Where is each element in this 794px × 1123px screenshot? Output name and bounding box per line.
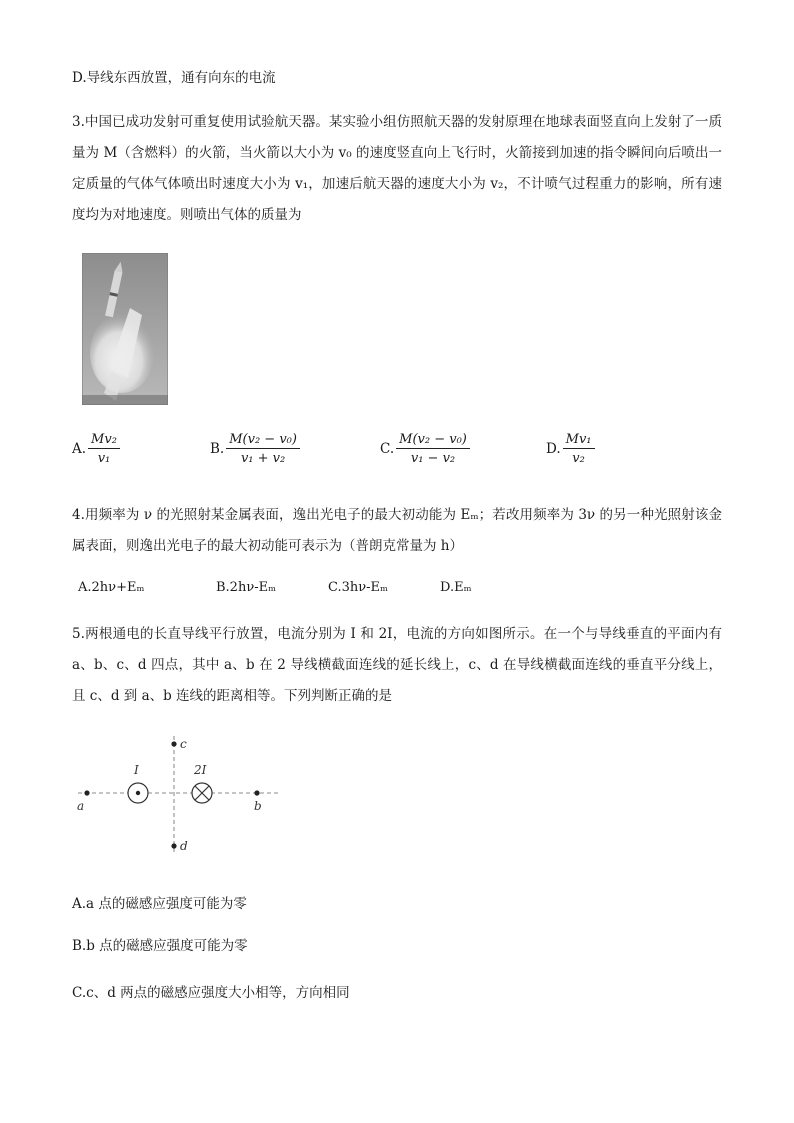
- q3-option-a: [72, 432, 120, 466]
- point-c: [171, 741, 176, 746]
- question-4-text: 4.用频率为 ν 的光照射某金属表面，逸出光电子的最大初动能为 Eₘ；若改用频率为 3ν 的另一种光照射该金属表面，则逸出光电子的最大初动能可表示为（普朗克常量为 h）: [72, 507, 722, 554]
- label-b: b: [254, 799, 262, 813]
- fraction-denominator: v₁ − v₂: [410, 451, 456, 466]
- q3-option-b: [210, 432, 300, 466]
- question-3-text: 3.中国已成功发射可重复使用试验航天器。某实验小组仿照航天器的发射原理在地球表面竖直向上发射了一质量为 M（含燃料）的火箭，当火箭以大小为 v₀ 的速度竖直向上飞行时，火箭接到加速的指令瞬间向后喷出一定质量的气体气体喷出时速度大小为 v₁，加速后航天器的速度大小为 v₂，不计喷气过程重力的影响，所有速度均为对地速度。则喷出气体的质量为: [72, 114, 722, 223]
- q3-option-letter: A.: [72, 441, 87, 457]
- q4-option-c: C.3hν-Eₘ: [328, 580, 389, 595]
- wire-cross-section-diagram: [72, 728, 282, 868]
- q4-option-a: A.2hν+Eₘ: [78, 580, 145, 595]
- label-d: d: [180, 839, 188, 853]
- fraction-numerator: Mv₂: [88, 432, 120, 449]
- fraction: [563, 432, 595, 466]
- label-c: c: [180, 737, 187, 751]
- point-b: [254, 790, 259, 795]
- fraction-numerator: Mv₁: [563, 432, 595, 449]
- q4-option-d: D.Eₘ: [440, 580, 472, 595]
- fraction-numerator: M(v₂ − v₀): [226, 432, 300, 449]
- label-a: a: [77, 799, 85, 813]
- q5-option-c: C.c、d 两点的磁感应强度大小相等，方向相同: [72, 985, 350, 1001]
- rocket-launch-photo: [82, 253, 168, 405]
- option-d-previous-question: D.导线东西放置，通有向东的电流: [72, 70, 276, 86]
- q3-option-letter: C.: [380, 441, 395, 457]
- question-5-text: 5.两根通电的长直导线平行放置，电流分别为 I 和 2I，电流的方向如图所示。在一个与导线垂直的平面内有 a、b、c、d 四点，其中 a、b 在 2 导线横截面连线的延长线上，c、d 在导线横截面连线的垂直平分线上，且 c、d 到 a、b 连线的距离相等。下列判断正确的是: [72, 626, 722, 704]
- q5-option-b: B.b 点的磁感应强度可能为零: [72, 938, 248, 954]
- q4-option-b: B.2hν-Eₘ: [216, 580, 277, 595]
- fraction-denominator: v₂: [572, 451, 585, 466]
- point-a: [84, 790, 89, 795]
- label-wire-i: I: [134, 763, 139, 777]
- fraction-denominator: v₁: [97, 451, 111, 466]
- q3-option-letter: B.: [210, 441, 225, 457]
- fraction-numerator: M(v₂ − v₀): [396, 432, 470, 449]
- q5-option-a: A.a 点的磁感应强度可能为零: [72, 896, 247, 912]
- label-wire-2i: 2I: [194, 763, 207, 777]
- fraction-denominator: v₁ + v₂: [240, 451, 286, 466]
- fraction: [226, 432, 300, 466]
- q3-option-d: [546, 432, 595, 466]
- point-d: [171, 843, 176, 848]
- q3-option-c: [380, 432, 470, 466]
- q3-option-letter: D.: [546, 441, 561, 457]
- fraction: [396, 432, 470, 466]
- fraction: [88, 432, 120, 466]
